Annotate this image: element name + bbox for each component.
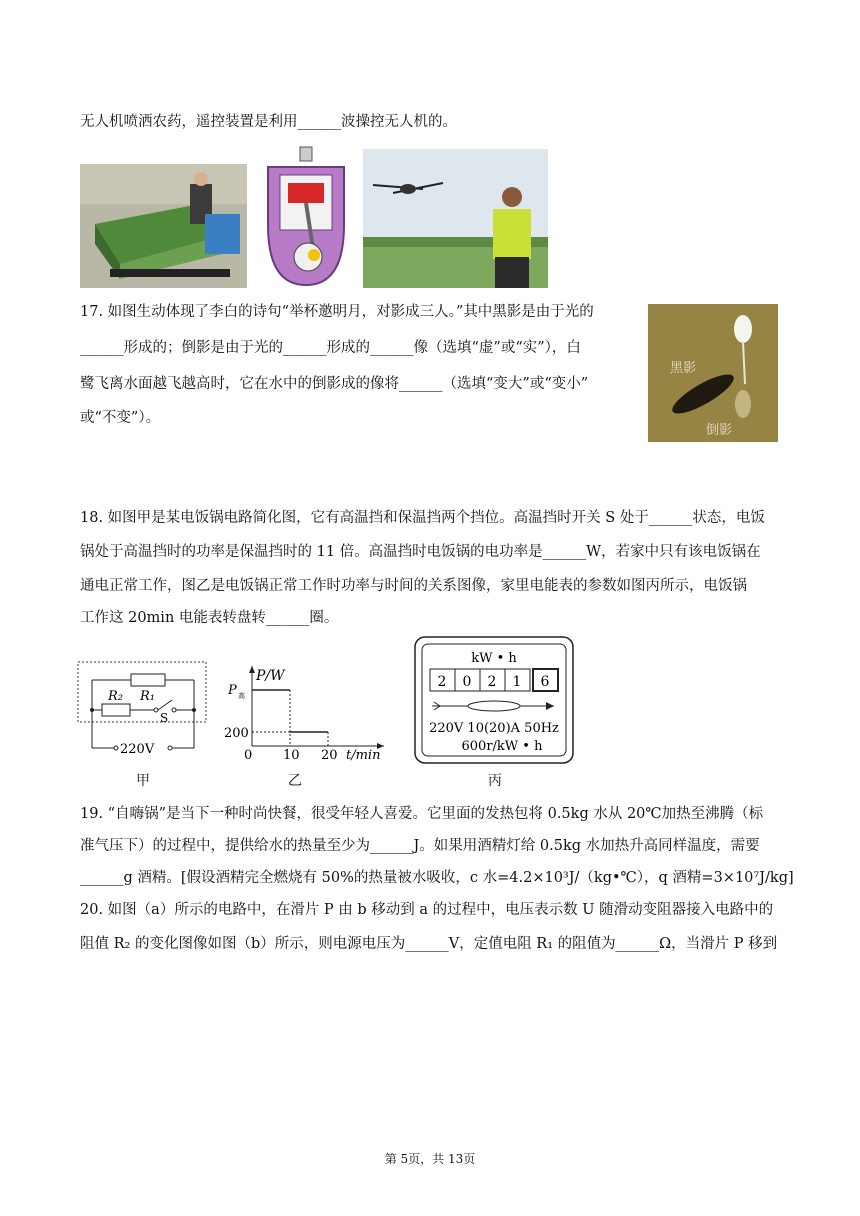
q17-line-4: 或“不变”）。 [80,410,161,426]
q17-line-3: 鹭飞离水面越飞越高时，它在水中的倒影成的像将______（选填“变大”或“变小” [80,376,589,392]
q20-line-2: 阻值 R₂ 的变化图像如图（b）所示，则电源电压为______V，定值电阻 R₁ 的阻值为______Ω，当滑片 P 移到 [80,936,778,952]
r2-label: R₂ [108,689,123,704]
q17-line-2: ______形成的；倒影是由于光的______形成的______像（选填“虚”或“实”），白 [80,340,581,356]
r1-resistor [131,674,165,686]
q18-line-2: 锅处于高温挡时的功率是保温挡时的 11 倍。高温挡时电饭锅的电功率是______W，若家中只有该电饭锅在 [80,544,761,560]
meter-spec-2: 600r/kW • h [461,739,543,754]
circuit-diagram [76,660,210,760]
tick-10: 10 [283,748,300,763]
meter-digit-4: 1 [512,674,522,690]
reflection-label: 倒影 [706,423,733,438]
y-axis-label: P/W [256,668,285,684]
q18-line-4: 工作这 20min 电能表转盘转______圈。 [80,610,339,626]
q18-line-1: 18. 如图甲是某电饭锅电路简化图，它有高温挡和保温挡两个挡位。高温挡时开关 S 处于______状态，电饭 [80,510,765,526]
q16-text: 无人机喷洒农药，遥控装置是利用______波操控无人机的。 [80,114,457,130]
tick-20: 20 [321,748,338,763]
voltage-label: 220V [120,742,155,757]
drone-operator-photo [363,149,548,288]
q19-line-3: ______g 酒精。[假设酒精完全燃烧有 50%的热量被水吸收，c 水=4.2×10³J/（kg•℃），q 酒精=3×10⁷J/kg] [80,870,794,886]
q18-line-3: 通电正常工作，图乙是电饭锅正常工作时功率与时间的关系图像，家里电能表的参数如图丙所示，电饭锅 [80,578,747,594]
tick-0: 0 [244,748,253,763]
meter-spec-1: 220V 10(20)A 50Hz [429,721,559,736]
meter-digit-3: 2 [487,674,497,690]
switch-label: S [160,711,169,725]
meter-digit-5: 6 [540,674,550,690]
meter-disc [468,701,520,711]
meter-digit-1: 2 [437,674,447,690]
q19-line-1: 19. “自嗨锅”是当下一种时尚快餐，很受年轻人喜爱。它里面的发热包将 0.5kg 水从 20℃加热至沸腾（标 [80,806,764,822]
tick-200: 200 [224,726,249,741]
caption-yi: 乙 [288,773,302,789]
energy-meter [414,636,574,766]
caption-bing: 丙 [488,773,502,789]
meter-unit: kW • h [471,651,517,666]
rice-transplanter-photo [80,164,247,288]
p-high-label: P [228,683,237,698]
switch-s [158,700,172,710]
q17-line-1: 17. 如图生动体现了李白的诗句“举杯邀明月，对影成三人。”其中黑影是由于光的 [80,304,594,320]
r2-resistor [102,704,130,716]
q19-line-2: 准气压下）的过程中，提供给水的热量至少为______J。如果用酒精灯给 0.5kg 水加热升高同样温度，需要 [80,838,760,854]
x-axis-label: t/min [346,748,381,763]
meter-digit-2: 0 [462,674,472,690]
caption-jia: 甲 [136,773,150,789]
r1-label: R₁ [140,689,155,704]
q20-line-1: 20. 如图（a）所示的电路中，在滑片 P 由 b 移动到 a 的过程中，电压表示数 U 随滑动变阻器接入电路中的 [80,902,774,918]
page-footer: 第 5页，共 13页 [384,1152,476,1166]
black-shadow-label: 黑影 [670,361,697,376]
power-time-graph [222,660,392,764]
p-high-sub: 高 [238,692,245,700]
egret-shadow-photo [648,304,778,442]
engine-stroke-diagram [258,145,354,288]
